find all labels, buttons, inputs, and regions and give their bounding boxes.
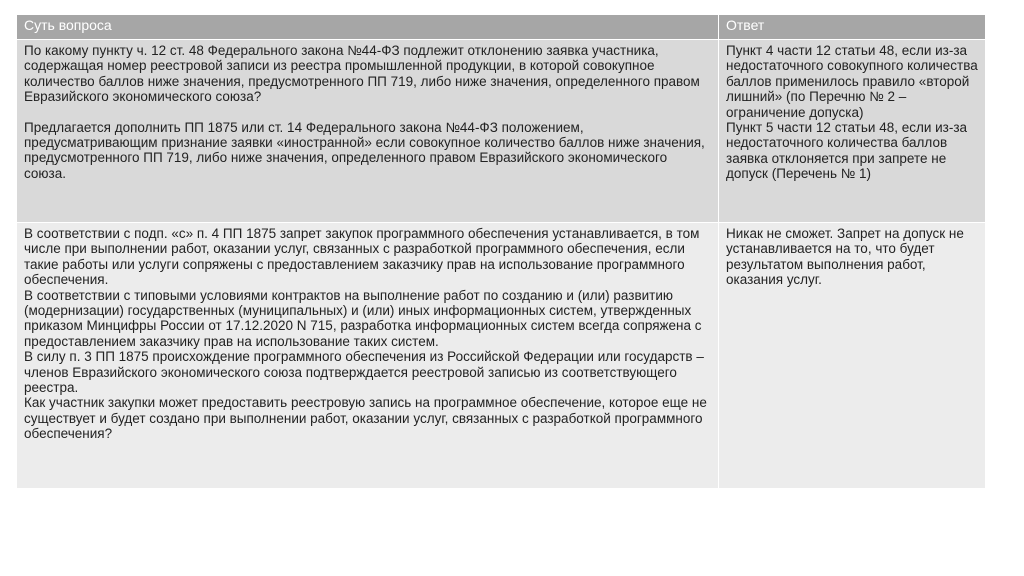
- table-header: [17, 15, 986, 40]
- question-paragraph: Как участник закупки может предоставить реестровую запись на программное обеспечение, которое еще не существует и будет создано при выполнении работ, оказании услуг, связанных с разработкой программного обеспечения?: [24, 395, 707, 442]
- question-cell: [17, 223, 719, 489]
- answer-paragraph: Пункт 4 части 12 статьи 48, если из-за недостаточного совокупного количества баллов применилось правило «второй лишний» (по Перечню № 2 – ограничение допуска): [726, 43, 978, 120]
- proposal-paragraph: Предлагается дополнить ПП 1875 или ст. 14 Федерального закона №44-ФЗ положением, предусматривающим признание заявки «иностранной» если совокупное количество баллов ниже значения, предусмотренного ПП 719, либо ниже значения, определенного правом Евразийского экономического союза.: [24, 119, 705, 181]
- header-question: Суть вопроса: [17, 15, 719, 40]
- question-paragraph: По какому пункту ч. 12 ст. 48 Федерального закона №44-ФЗ подлежит отклонению заявка участника, содержащая номер реестровой записи из реестра промышленной продукции, в которой совокупное количество баллов ниже значения, предусмотренного ПП 719, либо ниже значения, определенного правом Евразийского экономического союза?: [24, 43, 700, 105]
- qa-table: [16, 14, 986, 489]
- question-cell: [17, 40, 719, 223]
- question-paragraph: В соответствии с типовыми условиями контрактов на выполнение работ по созданию и (или) развитию (модернизации) государственных (муниципальных) и (или) иных информационных систем, утвержденных приказом Минцифры России от 17.12.2020 N 715, разработка информационных систем всегда сопряжена с предоставлением заказчику прав на использование таких систем.: [24, 287, 702, 349]
- table-row: [17, 223, 986, 489]
- paragraph-gap: [24, 105, 712, 120]
- header-row: [17, 15, 986, 40]
- answer-cell: [719, 40, 986, 223]
- question-paragraph: В соответствии с подп. «с» п. 4 ПП 1875 запрет закупок программного обеспечения устанавливается, в том числе при выполнении работ, оказании услуг, связанных с разработкой программного обеспечения, если такие работы или услуги сопряжены с предоставлением заказчику прав на использование программного обеспечения.: [24, 226, 700, 288]
- answer-paragraph: Пункт 5 части 12 статьи 48, если из-за недостаточного количества баллов заявка отклоняется при запрете не допуск (Перечень № 1): [726, 120, 968, 182]
- header-answer: Ответ: [719, 15, 986, 40]
- question-paragraph: В силу п. 3 ПП 1875 происхождение программного обеспечения из Российской Федерации или государств – членов Евразийского экономического союза подтверждается реестровой записью из соответствующего реестра.: [24, 349, 704, 396]
- answer-cell: [719, 223, 986, 489]
- table-row: [17, 40, 986, 223]
- answer-paragraph: Никак не сможет. Запрет на допуск не устанавливается на то, что будет результатом выполнения работ, оказания услуг.: [726, 226, 964, 288]
